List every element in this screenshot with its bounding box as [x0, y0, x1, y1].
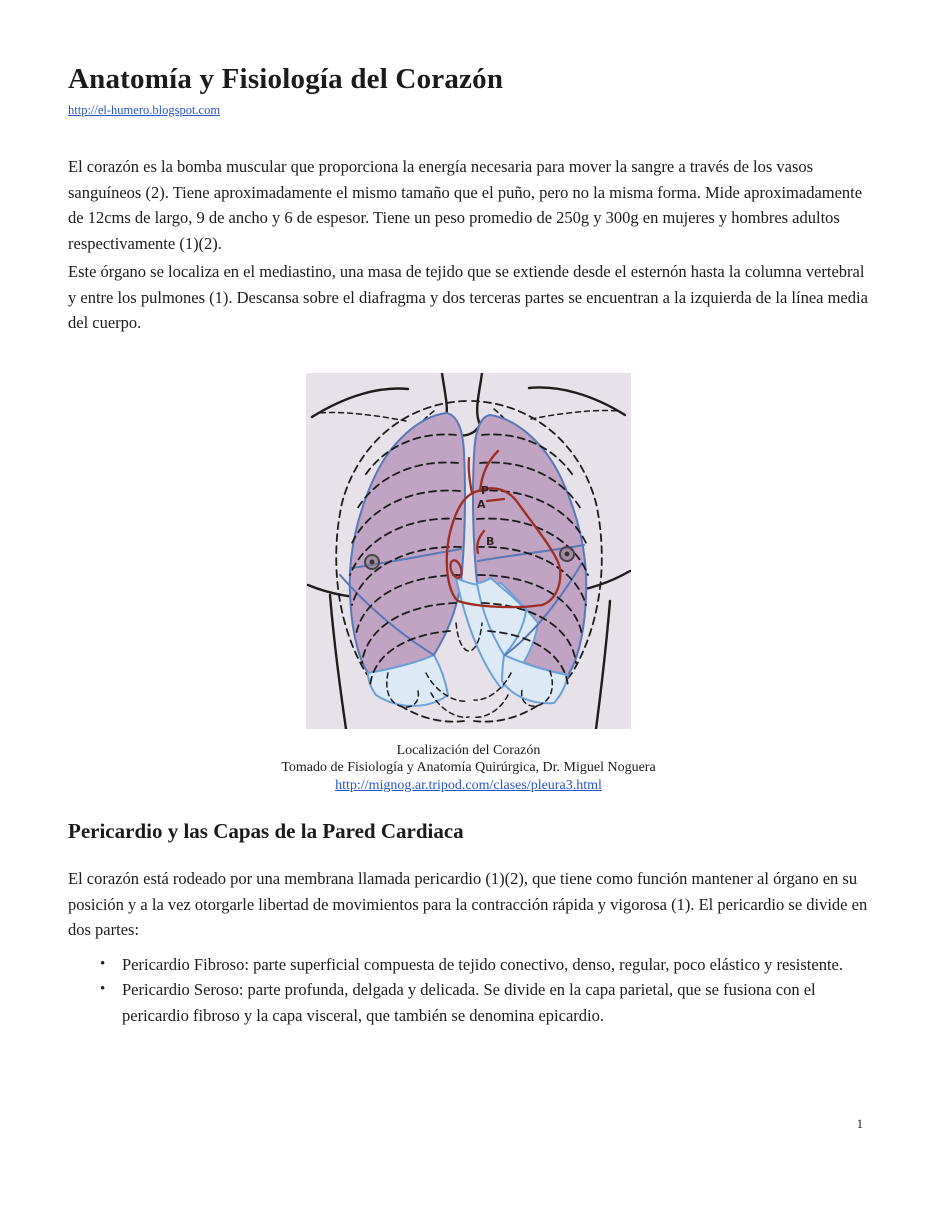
- paragraph-mediastinum: Este órgano se localiza en el mediastino, una masa de tejido que se extiende desde el esternón hasta la columna vertebral y entre los pulmones (1). Descansa sobre el diafragma y dos terceras partes se encuentran a la izquierda de la línea media del cuerpo.: [68, 262, 868, 332]
- label-p: P: [481, 483, 490, 497]
- paragraph-pericardio: El corazón está rodeado por una membrana llamada pericardio (1)(2), que tiene como función mantener al órgano en su posición y a la vez otorgarle libertad de movimientos para la contracción rápida y vigorosa (1). El pericardio se divide en dos partes:: [68, 869, 868, 939]
- title-link-row: [68, 102, 869, 118]
- label-b: B: [486, 534, 495, 548]
- section-heading-pericardio: Pericardio y las Capas de la Pared Cardiaca: [68, 819, 464, 843]
- page-number: 1: [856, 1117, 863, 1131]
- header-hyperlink[interactable]: http://el-humero.blogspot.com: [68, 103, 221, 117]
- list-item-fibroso: [100, 952, 869, 978]
- label-a: A: [477, 497, 486, 511]
- page-title: Anatomía y Fisiología del Corazón: [68, 63, 504, 95]
- pericardio-list: [68, 952, 869, 1029]
- bullet-marker: •: [100, 955, 106, 972]
- caption-source: Tomado de Fisiología y Anatomía Quirúrgica, Dr. Miguel Noguera: [281, 760, 656, 775]
- figure-caption: [68, 742, 869, 795]
- list-item-text: Pericardio Fibroso: parte superficial compuesta de tejido conectivo, denso, regular, poco elástico y resistente.: [122, 954, 843, 974]
- anatomical-figure: [306, 373, 631, 729]
- list-item-seroso: [100, 977, 869, 1028]
- chest-lungs-heart-illustration: [306, 373, 631, 729]
- caption-title: Localización del Corazón: [396, 742, 541, 758]
- paragraph-heart-intro: El corazón es la bomba muscular que proporciona la energía necesaria para mover la sangre a través de los vasos sanguíneos (2). Tiene aproximadamente el mismo tamaño que el puño, pero no la misma forma. Mide aproximadamente de 12cms de largo, 9 de ancho y 6 de espesor. Tiene un peso promedio de 250g y 300g en mujeres y hombres adultos respectivamente (1)(2).: [68, 157, 863, 253]
- bullet-marker: •: [100, 981, 106, 997]
- caption-hyperlink[interactable]: http://mignog.ar.tripod.com/clases/pleura3.html: [335, 777, 602, 793]
- list-item-text: Pericardio Seroso: parte profunda, delgada y delicada. Se divide en la capa parietal, que se fusiona con el pericardio fibroso y la capa visceral, que también se denomina epicardio.: [122, 980, 816, 1025]
